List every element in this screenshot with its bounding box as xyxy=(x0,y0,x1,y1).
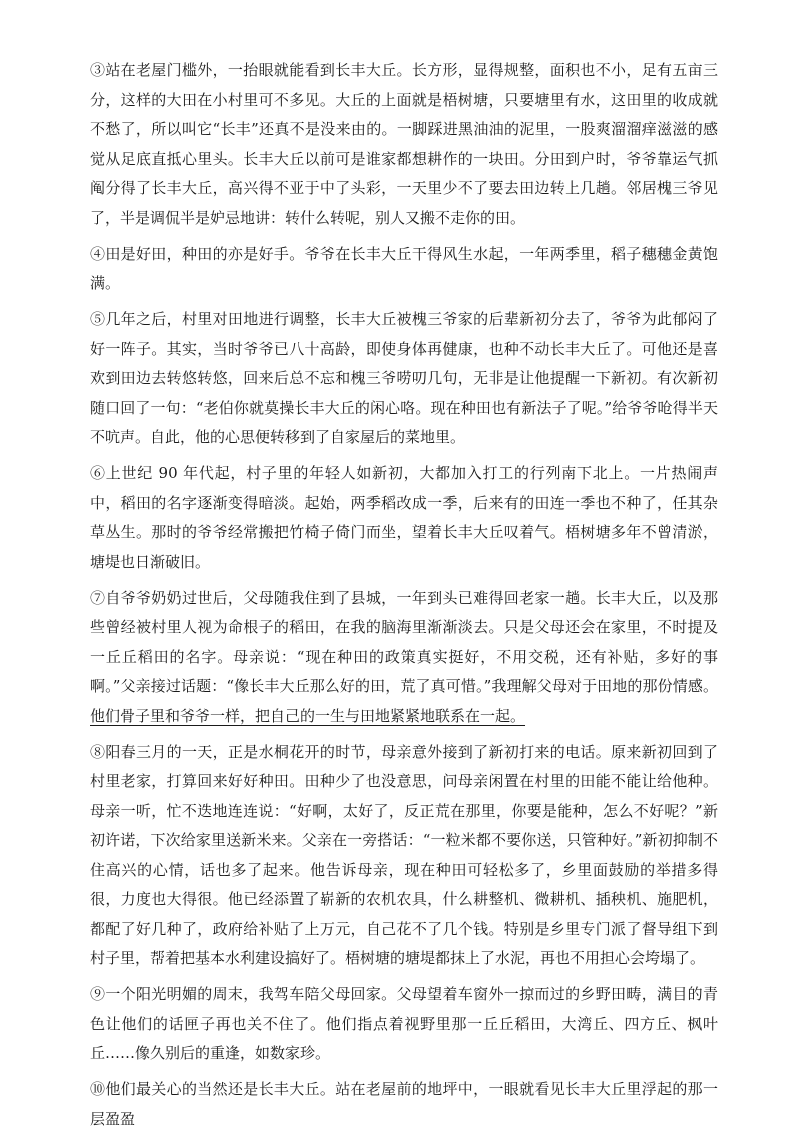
paragraph-8: ⑧阳春三月的一天，正是水桐花开的时节，母亲意外接到了新初打来的电话。原来新初回到了村里老家，打算回来好好种田。田种少了也没意思，问母亲闲置在村里的田能不能让给他种。母亲一听，忙不迭地连连说：“好啊，太好了，反正荒在那里，你要是能种，怎么不好呢？”新初许诺，下次给家里送新米来。父亲在一旁搭话：“一粒米都不要你送，只管种好。”新初抑制不住高兴的心情，话也多了起来。他告诉母亲，现在种田可轻松多了，乡里面鼓励的举措多得很，力度也大得很。他已经添置了崭新的农机农具，什么耕整机、微耕机、插秧机、施肥机，都配了好几种了，政府给补贴了上万元，自己花不了几个钱。特别是乡里专门派了督导组下到村子里，帮着把基本水利建设搞好了。梧树塘的塘堤都抹上了水泥，再也不用担心会垮塌了。 xyxy=(90,742,718,967)
paragraph-10: ⑩他们最关心的当然还是长丰大丘。站在老屋前的地坪中，一眼就看见长丰大丘里浮起的那一层盈盈 xyxy=(90,1080,718,1128)
paragraph-3: ③站在老屋门槛外，一抬眼就能看到长丰大丘。长方形，显得规整，面积也不小，足有五亩三分，这样的大田在小村里可不多见。大丘的上面就是梧树塘，只要塘里有水，这田里的收成就不愁了，所以叫它“长丰”还真不是没来由的。一脚踩进黑油油的泥里，一股爽溜溜痒滋滋的感觉从足底直抵心里头。长丰大丘以前可是谁家都想耕作的一块田。分田到户时，爷爷靠运气抓阄分得了长丰大丘，高兴得不亚于中了头彩，一天里少不了要去田边转上几趟。邻居槐三爷见了，半是调侃半是妒忌地讲：转什么转呢，别人又搬不走你的田。 xyxy=(90,61,718,227)
article-body xyxy=(90,56,718,1141)
paragraph-9: ⑨一个阳光明媚的周末，我驾车陪父母回家。父母望着车窗外一掠而过的乡野田畴，满目的青色让他们的话匣子再也关不住了。他们指点着视野里那一丘丘稻田，大湾丘、四方丘、枫叶丘……像久别后的重逢，如数家珍。 xyxy=(90,985,718,1062)
paragraph-6: ⑥上世纪 90 年代起，村子里的年轻人如新初，大都加入打工的行列南下北上。一片热闹声中，稻田的名字逐渐变得暗淡。起始，两季稻改成一季，后来有的田连一季也不种了，任其杂草丛生。那时的爷爷经常搬把竹椅子倚门而坐，望着长丰大丘叹着气。梧树塘多年不曾清淤，塘堤也日渐破旧。 xyxy=(90,464,718,571)
paragraph-7 xyxy=(90,584,718,732)
paragraph-4: ④田是好田，种田的亦是好手。爷爷在长丰大丘干得风生水起，一年两季里，稻子穗穗金黄饱满。 xyxy=(90,244,718,292)
paragraph-5: ⑤几年之后，村里对田地进行调整，长丰大丘被槐三爷家的后辈新初分去了，爷爷为此郁闷了好一阵子。其实，当时爷爷已八十高龄，即使身体再健康，也种不动长丰大丘了。可他还是喜欢到田边去转悠转悠，回来后总不忘和槐三爷唠叨几句，无非是让他提醒一下新初。有次新初随口回了一句：“老伯你就莫操长丰大丘的闲心咯。现在种田也有新法子了呢。”给爷爷呛得半天不吭声。自此，他的心思便转移到了自家屋后的菜地里。 xyxy=(90,310,718,446)
paragraph-7-text: ⑦自爷爷奶奶过世后，父母随我住到了县城，一年到头已难得回老家一趟。长丰大丘，以及那些曾经被村里人视为命根子的稻田，在我的脑海里渐渐淡去。只是父母还会在家里，不时提及一丘丘稻田的名字。母亲说：“现在种田的政策真实挺好，不用交税，还有补贴，多好的事啊。”父亲接过话题：“像长丰大丘那么好的田，荒了真可惜。”我理解父母对于田地的那份情感。 xyxy=(90,588,718,695)
underlined-sentence: 他们骨子里和爷爷一样，把自己的一生与田地紧紧地联系在一起。 xyxy=(90,706,526,725)
